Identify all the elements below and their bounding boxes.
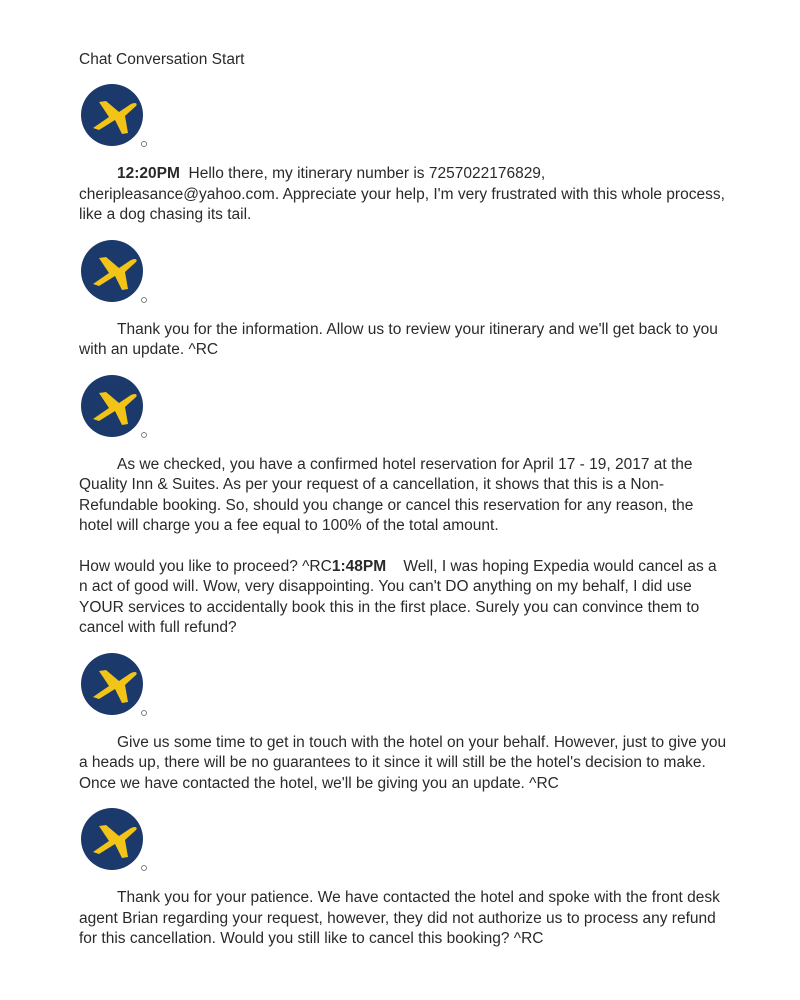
- expedia-airplane-logo-icon: [79, 240, 149, 306]
- chat-transcript: [79, 50, 729, 950]
- message-text: Thank you for the information. Allow us to review your itinerary and we'll get back to you with an update. ^RC: [79, 320, 718, 358]
- message-text: How would you like to proceed? ^RC: [79, 557, 332, 575]
- expedia-airplane-logo-icon: [79, 653, 149, 719]
- chat-message: [79, 320, 729, 361]
- chat-message: [79, 888, 729, 950]
- expedia-airplane-logo-icon: [79, 808, 149, 874]
- expedia-airplane-logo-icon: [79, 375, 149, 441]
- chat-message: [79, 733, 729, 795]
- message-text: Hello there, my itinerary number is 7257022176829, cheripleasance@yahoo.com. Appreciate your help, I'm very frustrated with this whole process, like a dog chasing its tail.: [79, 165, 725, 223]
- chat-message-followup: [79, 557, 729, 639]
- message-text: Give us some time to get in touch with the hotel on your behalf. However, just to give you a heads up, there will be no guarantees to it since it will still be the hotel's decision to make. Once we have contacted the hotel, we'll be giving you an update. ^RC: [79, 733, 727, 792]
- message-timestamp: 12:20PM: [117, 165, 180, 182]
- chat-message: [79, 455, 729, 537]
- message-timestamp: 1:48PM: [331, 557, 387, 575]
- message-text: Well, I was hoping Expedia would cancel as a n act of good will. Wow, very disappointing. You can't DO anything on my behalf, I did use YOUR services to accidentally book this in the first place. Surely you can convince them to cancel with full refund?: [79, 557, 717, 636]
- expedia-airplane-logo-icon: [79, 84, 149, 150]
- chat-message: [79, 164, 729, 226]
- message-text: As we checked, you have a confirmed hotel reservation for April 17 - 19, 2017 at the Quality Inn & Suites. As per your request of a cancellation, it shows that this is a Non-Refundable booking. So, should you change or cancel this reservation for any reason, the hotel will charge you a fee equal to 100% of the total amount.: [79, 455, 694, 534]
- message-text: Thank you for your patience. We have contacted the hotel and spoke with the front desk agent Brian regarding your request, however, they did not authorize us to process any refund for this cancellation. Would you still like to cancel this booking? ^RC: [79, 889, 720, 947]
- page-title: Chat Conversation Start: [79, 51, 245, 68]
